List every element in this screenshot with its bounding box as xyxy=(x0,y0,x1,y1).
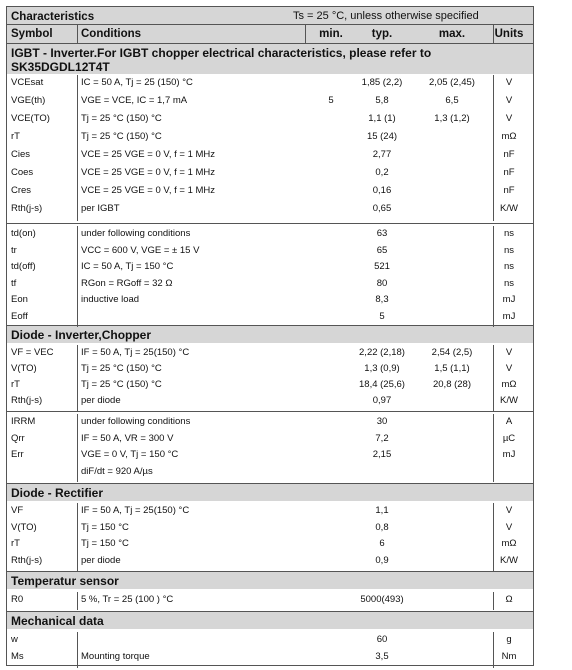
table-row xyxy=(7,112,533,125)
table-row xyxy=(7,362,533,375)
divider xyxy=(7,223,533,224)
cell-symbol: Ms xyxy=(11,651,24,662)
cell-condition: Tj = 150 °C xyxy=(81,538,129,549)
column-separator xyxy=(77,345,78,411)
cell-condition: IF = 50 A, Tj = 25(150) °C xyxy=(81,347,190,358)
cell-condition: IF = 50 A, Tj = 25(150) °C xyxy=(81,505,190,516)
cell-symbol: rT xyxy=(11,379,20,390)
cell-condition: IF = 50 A, VR = 300 V xyxy=(81,432,174,444)
table-row xyxy=(7,166,533,179)
cell-unit: mΩ xyxy=(501,538,517,549)
cell-typ: 2,15 xyxy=(372,449,392,460)
cell-unit: V xyxy=(505,505,513,516)
cell-condition: VCC = 600 V, VGE = ± 15 V xyxy=(81,244,200,256)
cell-symbol: td(off) xyxy=(11,261,36,272)
cell-condition: VCE = 25 VGE = 0 V, f = 1 MHz xyxy=(81,185,216,196)
table-row xyxy=(7,227,533,240)
cell-unit: g xyxy=(506,634,512,645)
cell-unit: mΩ xyxy=(501,131,517,142)
table-row xyxy=(7,521,533,534)
table-row xyxy=(7,202,533,215)
cell-symbol: w xyxy=(11,634,18,645)
cell-symbol: VF = VEC xyxy=(11,347,54,358)
cell-max: 6,5 xyxy=(445,95,459,106)
cell-typ: 1,3 (0,9) xyxy=(364,363,400,374)
section-mechanical-title: Mechanical data xyxy=(11,614,104,628)
cell-unit: A xyxy=(505,416,513,427)
table-row xyxy=(7,554,533,567)
cell-symbol: Rth(j-s) xyxy=(11,395,43,406)
cell-condition: Tj = 25 °C (150) °C xyxy=(81,113,162,124)
table-row xyxy=(7,346,533,359)
cell-condition: IC = 50 A, Tj = 25 (150) °C xyxy=(81,77,193,88)
cell-unit: ns xyxy=(503,261,515,272)
cell-condition: IC = 50 A, Tj = 150 °C xyxy=(81,261,174,272)
section-temperature-title: Temperatur sensor xyxy=(11,574,119,588)
section-diode-inverter-header xyxy=(7,326,533,343)
table-row xyxy=(7,184,533,197)
cell-symbol: Eoff xyxy=(11,310,28,322)
table-row xyxy=(7,633,533,646)
cell-condition: 5 %, Tr = 25 (100 ) °C xyxy=(81,594,174,605)
cell-typ: 0,8 xyxy=(375,521,389,533)
cell-unit: K/W xyxy=(500,554,518,566)
table-row xyxy=(7,94,533,107)
cell-condition: per diode xyxy=(81,554,121,566)
cell-condition: Mounting torque xyxy=(81,651,150,662)
cell-typ: 3,5 xyxy=(375,651,389,662)
divider xyxy=(7,411,533,412)
cell-symbol: rT xyxy=(11,131,20,142)
cell-typ: 1,85 (2,2) xyxy=(361,77,403,88)
cell-max: 20,8 (28) xyxy=(432,379,472,390)
cell-symbol: td(on) xyxy=(11,228,36,239)
cell-typ: 18,4 (25,6) xyxy=(359,379,405,390)
table-row xyxy=(7,394,533,407)
cell-symbol: V(TO) xyxy=(11,363,37,374)
table-row xyxy=(7,448,533,461)
cell-condition: VGE = VCE, IC = 1,7 mA xyxy=(81,95,188,106)
cell-unit: K/W xyxy=(500,395,518,406)
cell-condition: VGE = 0 V, Tj = 150 °C xyxy=(81,449,179,460)
cell-typ: 65 xyxy=(376,244,388,256)
section-mechanical-header xyxy=(7,612,533,629)
table-row xyxy=(7,244,533,257)
cell-symbol: VF xyxy=(11,505,24,516)
table-row xyxy=(7,148,533,161)
cell-condition: inductive load xyxy=(81,294,140,305)
section-igbt-header xyxy=(7,44,533,74)
cell-max: 2,54 (2,5) xyxy=(431,347,473,358)
cell-condition: VCE = 25 VGE = 0 V, f = 1 MHz xyxy=(81,149,216,160)
cell-symbol: VCEsat xyxy=(11,77,44,88)
cell-condition: under following conditions xyxy=(81,416,191,427)
column-separator xyxy=(493,592,494,610)
cell-unit: nF xyxy=(503,149,515,160)
cell-typ: 0,97 xyxy=(372,395,392,406)
cell-symbol: Rth(j-s) xyxy=(11,203,43,214)
cell-unit: ns xyxy=(503,277,515,289)
cell-typ: 1,1 (1) xyxy=(368,113,396,124)
cell-unit: V xyxy=(505,363,513,374)
cell-unit: nF xyxy=(503,185,515,196)
table-row xyxy=(7,415,533,428)
section-temperature-header xyxy=(7,572,533,589)
column-max: max. xyxy=(438,28,466,40)
condition-note: Ts = 25 °C, unless otherwise specified xyxy=(293,10,479,22)
cell-typ: 60 xyxy=(376,634,388,645)
column-typ: typ. xyxy=(371,28,393,40)
cell-condition: Tj = 150 °C xyxy=(81,521,129,533)
cell-unit: µC xyxy=(502,432,516,444)
column-separator xyxy=(493,345,494,411)
cell-typ: 5000(493) xyxy=(360,594,404,605)
cell-unit: V xyxy=(505,347,513,358)
cell-typ: 0,2 xyxy=(375,167,389,178)
cell-typ: 8,3 xyxy=(375,294,389,305)
cell-condition: diF/dt = 920 A/µs xyxy=(81,465,153,477)
section-diode-rectifier-title: Diode - Rectifier xyxy=(11,486,104,500)
cell-unit: mJ xyxy=(502,294,516,305)
table-row xyxy=(7,76,533,89)
column-separator xyxy=(77,632,78,668)
cell-typ: 1,1 xyxy=(375,505,389,516)
cell-typ: 30 xyxy=(376,416,388,427)
cell-typ: 521 xyxy=(374,261,390,272)
section-diode-rectifier-header xyxy=(7,484,533,501)
table-row xyxy=(7,378,533,391)
cell-typ: 15 (24) xyxy=(366,131,398,142)
column-conditions: Conditions xyxy=(81,28,142,40)
cell-unit: V xyxy=(505,113,513,124)
cell-symbol: IRRM xyxy=(11,416,36,427)
characteristics-table xyxy=(6,6,534,666)
cell-max: 1,5 (1,1) xyxy=(434,363,470,374)
section-igbt-ref: SK35DGDL12T4T xyxy=(11,60,110,74)
cell-symbol: R0 xyxy=(11,594,24,605)
column-separator xyxy=(493,25,494,43)
cell-max: 2,05 (2,45) xyxy=(429,77,475,88)
column-separator xyxy=(77,226,78,327)
cell-symbol: Eon xyxy=(11,294,28,305)
cell-unit: K/W xyxy=(500,203,518,214)
cell-unit: mJ xyxy=(502,449,516,460)
column-separator xyxy=(493,503,494,571)
cell-typ: 2,77 xyxy=(372,149,392,160)
cell-typ: 80 xyxy=(376,277,388,289)
column-separator xyxy=(77,414,78,482)
cell-typ: 7,2 xyxy=(375,432,389,444)
table-row xyxy=(7,593,533,606)
cell-max: 1,3 (1,2) xyxy=(434,113,470,124)
table-row xyxy=(7,537,533,550)
cell-unit: V xyxy=(505,77,513,88)
column-separator xyxy=(77,503,78,571)
cell-symbol: tr xyxy=(11,244,17,256)
cell-condition: per diode xyxy=(81,395,121,406)
cell-symbol: V(TO) xyxy=(11,521,37,533)
section-igbt-title: IGBT - Inverter.For IGBT chopper electrical characteristics, please refer to xyxy=(11,46,432,60)
cell-unit: Ω xyxy=(505,594,513,605)
cell-typ: 0,65 xyxy=(372,203,392,214)
cell-unit: ns xyxy=(503,244,515,256)
cell-typ: 0,9 xyxy=(375,554,389,566)
cell-symbol: tf xyxy=(11,277,17,289)
cell-typ: 0,16 xyxy=(372,185,392,196)
cell-symbol: VCE(TO) xyxy=(11,113,50,124)
column-separator xyxy=(77,75,78,221)
table-row xyxy=(7,130,533,143)
cell-min: 5 xyxy=(328,95,334,106)
cell-unit: mJ xyxy=(502,310,516,322)
cell-condition: Tj = 25 °C (150) °C xyxy=(81,131,162,142)
divider xyxy=(7,24,533,25)
table-row xyxy=(7,432,533,445)
cell-condition: per IGBT xyxy=(81,203,120,214)
cell-condition: Tj = 25 °C (150) °C xyxy=(81,363,162,374)
table-row xyxy=(7,650,533,663)
cell-typ: 2,22 (2,18) xyxy=(359,347,405,358)
table-row xyxy=(7,465,533,478)
table-row xyxy=(7,260,533,273)
cell-condition: Tj = 25 °C (150) °C xyxy=(81,379,162,390)
cell-typ: 5,8 xyxy=(375,95,389,106)
column-min: min. xyxy=(319,28,343,40)
column-symbol: Symbol xyxy=(11,28,53,40)
cell-symbol: rT xyxy=(11,538,20,549)
column-separator xyxy=(77,25,78,43)
cell-unit: Nm xyxy=(501,651,517,662)
column-separator xyxy=(493,226,494,327)
cell-symbol: Cies xyxy=(11,149,31,160)
characteristics-title: Characteristics xyxy=(11,11,95,23)
cell-unit: mΩ xyxy=(501,379,517,390)
table-row xyxy=(7,293,533,306)
table-header xyxy=(7,7,533,43)
cell-typ: 63 xyxy=(376,228,388,239)
cell-typ: 6 xyxy=(379,538,385,549)
table-row xyxy=(7,310,533,323)
cell-condition: under following conditions xyxy=(81,228,191,239)
cell-unit: V xyxy=(505,95,513,106)
table-row xyxy=(7,504,533,517)
column-separator xyxy=(77,592,78,610)
section-diode-inverter-title: Diode - Inverter,Chopper xyxy=(11,328,152,342)
cell-unit: ns xyxy=(503,228,515,239)
cell-unit: nF xyxy=(503,167,515,178)
cell-symbol: Err xyxy=(11,449,24,460)
column-separator xyxy=(493,414,494,482)
cell-condition: VCE = 25 VGE = 0 V, f = 1 MHz xyxy=(81,167,216,178)
column-separator xyxy=(493,75,494,221)
cell-symbol: VGE(th) xyxy=(11,95,46,106)
column-separator xyxy=(305,25,306,43)
cell-symbol: Cres xyxy=(11,185,32,196)
cell-condition: RGon = RGoff = 32 Ω xyxy=(81,277,173,289)
cell-symbol: Qrr xyxy=(11,432,25,444)
cell-symbol: Coes xyxy=(11,167,34,178)
column-separator xyxy=(493,632,494,668)
cell-unit: V xyxy=(505,521,513,533)
cell-typ: 5 xyxy=(379,310,385,322)
table-row xyxy=(7,277,533,290)
cell-symbol: Rth(j-s) xyxy=(11,554,43,566)
column-units: Units xyxy=(494,28,524,40)
